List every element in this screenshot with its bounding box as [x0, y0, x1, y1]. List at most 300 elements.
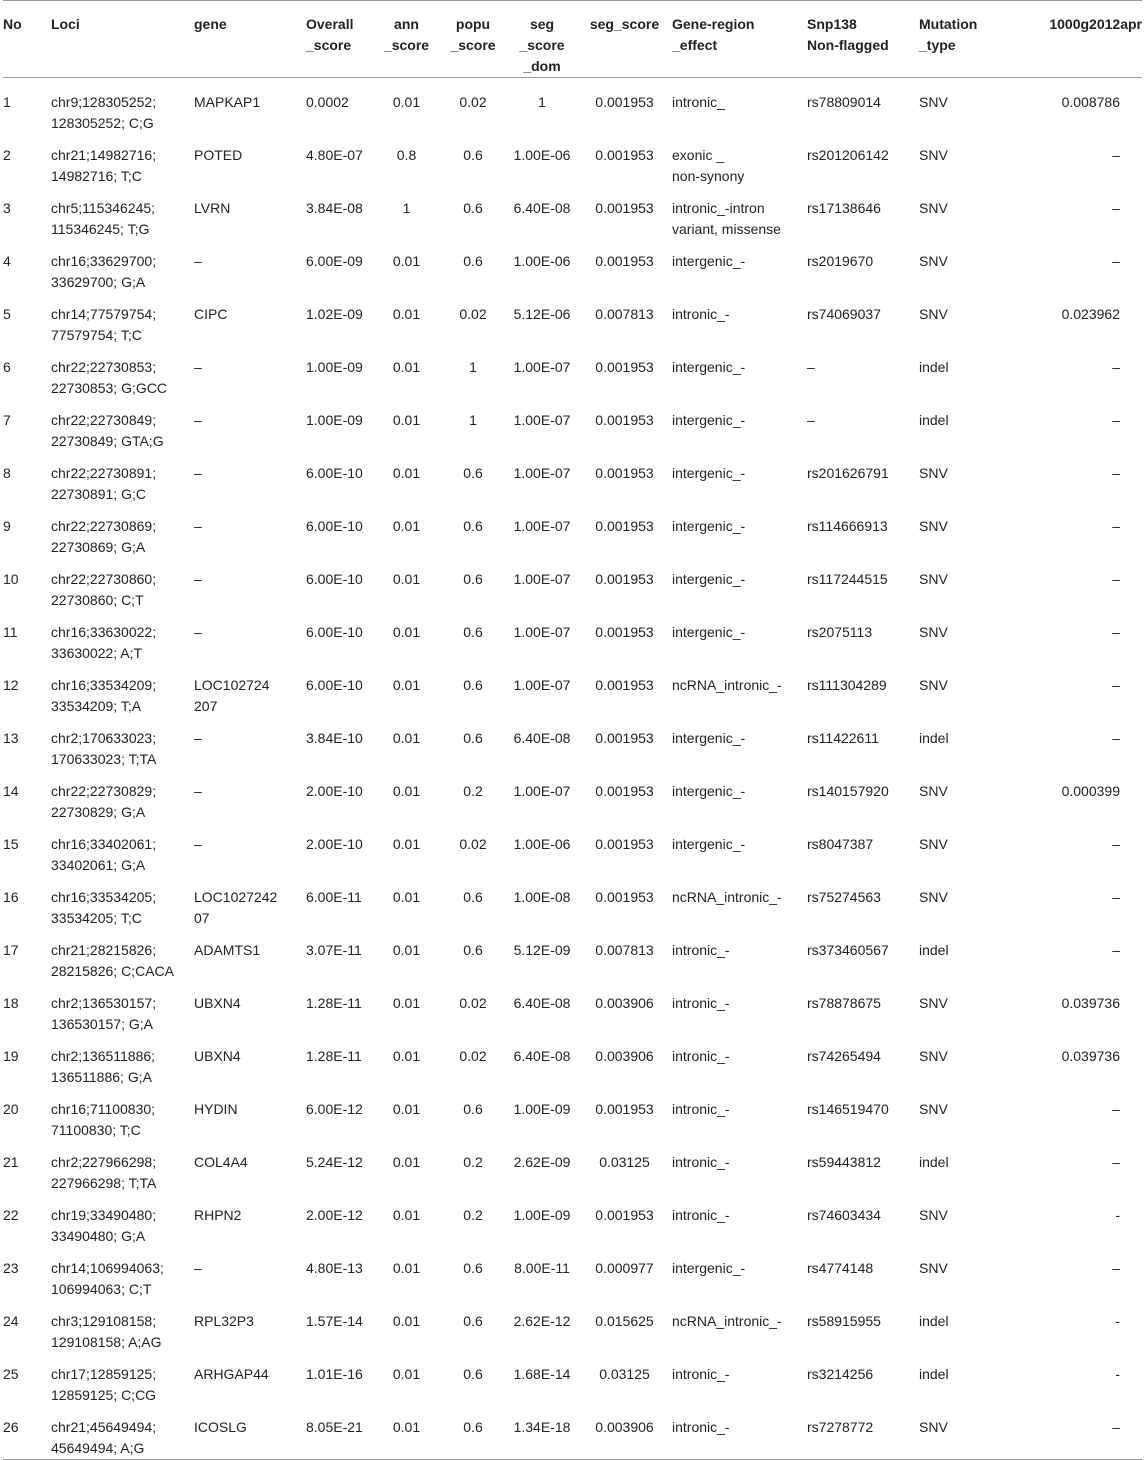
- cell-no: 20: [3, 1101, 19, 1117]
- cell-popu-score: 0.02: [459, 836, 487, 852]
- cell-snp138: rs2019670: [807, 253, 874, 269]
- cell-gene: –: [194, 730, 202, 746]
- cell-popu-score: 0.6: [463, 1366, 483, 1382]
- cell-loci: chr9;128305252; 128305252; C;G: [51, 94, 157, 131]
- cell-seg-score-dom: 1.34E-18: [507, 1406, 577, 1460]
- cell-ann-score: 0.01: [392, 730, 421, 746]
- cell-loci: chr21;28215826; 28215826; C;CACA: [51, 942, 174, 979]
- cell-mutation-type: SNV: [919, 94, 948, 110]
- cell-seg-score-dom: 1.00E-06: [513, 253, 571, 269]
- cell-loci: chr22;22730829; 22730829; G;A: [51, 783, 157, 820]
- cell-snp138: rs59443812: [807, 1154, 881, 1170]
- cell-snp138: rs7278772: [807, 1406, 919, 1460]
- cell-gene-region-effect: intronic_-: [672, 1154, 730, 1170]
- cell-gene-region-effect: intergenic_-: [672, 571, 746, 587]
- cell-overall-score: 8.05E-21: [306, 1406, 374, 1460]
- cell-gene-region-effect: intergenic_-: [672, 412, 746, 428]
- cell-loci: chr22;22730853; 22730853; G;GCC: [51, 359, 167, 396]
- cell-gene: ARHGAP44: [194, 1366, 269, 1382]
- table-row: [3, 134, 1142, 187]
- cell-mutation-type: SNV: [919, 1207, 948, 1223]
- cell-mutation-type: SNV: [919, 571, 948, 587]
- cell-overall-score: 3.84E-08: [306, 200, 363, 216]
- cell-1000g: -: [1115, 1207, 1120, 1223]
- cell-gene-region-effect: intergenic_-: [672, 465, 746, 481]
- cell-snp138: rs17138646: [807, 200, 881, 216]
- cell-snp138: rs201626791: [807, 465, 889, 481]
- cell-overall-score: 1.28E-11: [306, 1048, 362, 1064]
- cell-mutation-type: SNV: [919, 200, 948, 216]
- cell-ann-score: 0.01: [392, 1313, 421, 1329]
- cell-popu-score: 0.2: [463, 1154, 483, 1170]
- cell-popu-score: 0.6: [463, 730, 483, 746]
- cell-1000g: –: [1112, 253, 1120, 269]
- cell-overall-score: 6.00E-10: [306, 465, 363, 481]
- cell-overall-score: 6.00E-09: [306, 253, 363, 269]
- header-mutation-type: Mutation _type: [919, 1, 1002, 78]
- cell-no: 19: [3, 1048, 19, 1064]
- cell-loci: chr17;12859125; 12859125; C;CG: [51, 1366, 157, 1403]
- cell-ann-score: 0.01: [392, 571, 421, 587]
- cell-mutation-type: SNV: [919, 889, 948, 905]
- cell-no: 21: [3, 1154, 19, 1170]
- cell-mutation-type: SNV: [919, 253, 948, 269]
- header-seg-score: seg_score: [577, 1, 672, 78]
- cell-snp138: rs111304289: [807, 677, 887, 693]
- cell-1000g: –: [1112, 1154, 1120, 1170]
- cell-loci: chr3;129108158; 129108158; A;AG: [51, 1313, 162, 1350]
- cell-no: 17: [3, 942, 19, 958]
- cell-no: 4: [3, 253, 11, 269]
- cell-mutation-type: SNV: [919, 1406, 1002, 1460]
- header-snp138: Snp138 Non-flagged: [807, 1, 919, 78]
- cell-gene-region-effect: intronic_-: [672, 1406, 807, 1460]
- cell-overall-score: 0.0002: [306, 94, 349, 110]
- cell-overall-score: 1.02E-09: [306, 306, 363, 322]
- cell-gene: LVRN: [194, 200, 231, 216]
- cell-gene: –: [194, 253, 202, 269]
- cell-1000g: –: [1112, 147, 1120, 163]
- cell-mutation-type: indel: [919, 412, 949, 428]
- table-row: [3, 78, 1142, 135]
- cell-seg-score: 0.003906: [577, 1406, 672, 1460]
- cell-snp138: rs58915955: [807, 1313, 881, 1329]
- cell-no: 5: [3, 306, 11, 322]
- cell-seg-score: 0.003906: [595, 1048, 654, 1064]
- cell-seg-score: 0.015625: [595, 1313, 654, 1329]
- cell-mutation-type: indel: [919, 942, 949, 958]
- cell-mutation-type: SNV: [919, 1260, 948, 1276]
- cell-loci: chr14;106994063; 106994063; C;T: [51, 1260, 164, 1297]
- cell-popu-score: 0.6: [463, 518, 483, 534]
- table-row: [3, 929, 1142, 982]
- cell-gene: POTED: [194, 147, 243, 163]
- cell-popu-score: 0.6: [463, 889, 483, 905]
- cell-gene: RPL32P3: [194, 1313, 254, 1329]
- cell-loci: chr16;33534209; 33534209; T;A: [51, 677, 157, 714]
- cell-ann-score: 0.01: [374, 1406, 439, 1460]
- cell-no: 26: [3, 1406, 51, 1460]
- cell-gene: RHPN2: [194, 1207, 242, 1223]
- cell-loci: chr22;22730891; 22730891; G;C: [51, 465, 157, 502]
- cell-no: 18: [3, 995, 19, 1011]
- header-popu-score: popu _score: [439, 1, 507, 78]
- cell-gene-region-effect: intergenic_-: [672, 253, 746, 269]
- cell-snp138: rs3214256: [807, 1366, 874, 1382]
- cell-seg-score: 0.000977: [595, 1260, 654, 1276]
- cell-ann-score: 0.01: [392, 94, 421, 110]
- cell-seg-score-dom: 1.00E-07: [513, 465, 571, 481]
- header-gene: gene: [194, 1, 306, 78]
- cell-seg-score: 0.007813: [595, 942, 654, 958]
- cell-seg-score: 0.001953: [595, 889, 654, 905]
- cell-seg-score-dom: 8.00E-11: [514, 1260, 570, 1276]
- cell-popu-score: 1: [469, 359, 477, 375]
- cell-snp138: rs78809014: [807, 94, 881, 110]
- cell-snp138: rs201206142: [807, 147, 889, 163]
- cell-popu-score: 0.2: [463, 1207, 483, 1223]
- cell-gene: LOC1027242 07: [194, 889, 278, 926]
- cell-mutation-type: SNV: [919, 783, 948, 799]
- cell-seg-score-dom: 1: [538, 94, 546, 110]
- header-overall-score: Overall _score: [306, 1, 374, 78]
- cell-gene: –: [194, 836, 202, 852]
- table-row: [3, 558, 1142, 611]
- cell-no: 25: [3, 1366, 19, 1382]
- cell-overall-score: 4.80E-13: [306, 1260, 363, 1276]
- cell-seg-score-dom: 1.00E-07: [513, 412, 571, 428]
- cell-no: 15: [3, 836, 19, 852]
- table-row: [3, 611, 1142, 664]
- cell-loci: chr14;77579754; 77579754; T;C: [51, 306, 157, 343]
- cell-popu-score: 0.6: [463, 1313, 483, 1329]
- cell-snp138: rs146519470: [807, 1101, 889, 1117]
- cell-popu-score: 0.02: [459, 94, 487, 110]
- cell-overall-score: 6.00E-10: [306, 624, 363, 640]
- table-row: [3, 717, 1142, 770]
- table-row: [3, 664, 1142, 717]
- cell-mutation-type: indel: [919, 359, 949, 375]
- cell-loci: chr16;33402061; 33402061; G;A: [51, 836, 157, 873]
- cell-popu-score: 0.02: [459, 995, 487, 1011]
- cell-ann-score: 0.01: [392, 836, 421, 852]
- cell-overall-score: 4.80E-07: [306, 147, 363, 163]
- cell-gene-region-effect: intergenic_-: [672, 783, 746, 799]
- cell-seg-score: 0.03125: [599, 1154, 650, 1170]
- cell-overall-score: 5.24E-12: [306, 1154, 363, 1170]
- cell-gene-region-effect: intronic_-: [672, 306, 730, 322]
- cell-seg-score-dom: 6.40E-08: [513, 1048, 571, 1064]
- cell-seg-score-dom: 1.68E-14: [513, 1366, 571, 1382]
- cell-no: 14: [3, 783, 19, 799]
- cell-popu-score: 0.02: [459, 1048, 487, 1064]
- cell-seg-score: 0.001953: [595, 94, 654, 110]
- cell-seg-score-dom: 6.40E-08: [513, 200, 571, 216]
- cell-seg-score-dom: 1.00E-07: [513, 359, 571, 375]
- cell-loci: chr2;136511886; 136511886; G;A: [51, 1048, 156, 1085]
- cell-seg-score-dom: 1.00E-06: [513, 836, 571, 852]
- cell-mutation-type: indel: [919, 1154, 949, 1170]
- cell-gene: –: [194, 518, 202, 534]
- cell-gene: –: [194, 624, 202, 640]
- cell-popu-score: 0.6: [463, 147, 483, 163]
- cell-ann-score: 0.01: [392, 306, 421, 322]
- cell-1000g: –: [1112, 1101, 1120, 1117]
- cell-gene-region-effect: ncRNA_intronic_-: [672, 677, 782, 693]
- cell-mutation-type: SNV: [919, 1101, 948, 1117]
- table-row: [3, 982, 1142, 1035]
- cell-1000g: –: [1112, 465, 1120, 481]
- cell-gene: HYDIN: [194, 1101, 238, 1117]
- cell-overall-score: 2.00E-10: [306, 783, 363, 799]
- cell-no: 13: [3, 730, 19, 746]
- cell-popu-score: 0.6: [463, 465, 483, 481]
- cell-gene-region-effect: intronic_-: [672, 1048, 730, 1064]
- cell-popu-score: 0.6: [439, 1406, 507, 1460]
- cell-ann-score: 0.01: [392, 518, 421, 534]
- cell-snp138: rs373460567: [807, 942, 889, 958]
- header-ann-score: ann _score: [374, 1, 439, 78]
- cell-snp138: –: [807, 359, 815, 375]
- cell-popu-score: 0.2: [463, 783, 483, 799]
- cell-ann-score: 0.01: [392, 1101, 421, 1117]
- cell-no: 2: [3, 147, 11, 163]
- cell-ann-score: 0.01: [392, 1260, 421, 1276]
- cell-seg-score: 0.001953: [595, 836, 654, 852]
- cell-seg-score-dom: 1.00E-09: [513, 1207, 571, 1223]
- cell-gene: –: [194, 1260, 202, 1276]
- cell-no: 16: [3, 889, 19, 905]
- cell-loci: chr22;22730849; 22730849; GTA;G: [51, 412, 164, 449]
- cell-gene-region-effect: intronic_: [672, 94, 725, 110]
- cell-seg-score-dom: 6.40E-08: [513, 730, 571, 746]
- cell-seg-score: 0.001953: [595, 1101, 654, 1117]
- cell-seg-score: 0.001953: [595, 730, 654, 746]
- cell-ann-score: 0.01: [392, 677, 421, 693]
- cell-seg-score-dom: 1.00E-07: [513, 518, 571, 534]
- cell-seg-score: 0.001953: [595, 571, 654, 587]
- cell-ann-score: 0.01: [392, 889, 421, 905]
- cell-overall-score: 6.00E-11: [306, 889, 362, 905]
- cell-snp138: rs78878675: [807, 995, 881, 1011]
- cell-no: 22: [3, 1207, 19, 1223]
- cell-ann-score: 0.8: [396, 147, 417, 163]
- cell-overall-score: 3.07E-11: [306, 942, 362, 958]
- cell-seg-score-dom: 1.00E-09: [513, 1101, 571, 1117]
- cell-1000g: –: [1112, 677, 1120, 693]
- cell-loci: chr22;22730869; 22730869; G;A: [51, 518, 157, 555]
- cell-seg-score: 0.001953: [595, 147, 654, 163]
- cell-gene: –: [194, 412, 202, 428]
- cell-loci: chr16;33629700; 33629700; G;A: [51, 253, 157, 290]
- cell-snp138: rs4774148: [807, 1260, 874, 1276]
- cell-seg-score-dom: 1.00E-07: [513, 624, 571, 640]
- header-row: [3, 1, 1142, 78]
- cell-1000g: –: [1112, 359, 1120, 375]
- cell-gene: –: [194, 359, 202, 375]
- cell-mutation-type: indel: [919, 730, 949, 746]
- cell-no: 10: [3, 571, 19, 587]
- cell-gene: –: [194, 465, 202, 481]
- cell-no: 23: [3, 1260, 19, 1276]
- table-row: [3, 240, 1142, 293]
- cell-seg-score-dom: 1.00E-08: [513, 889, 571, 905]
- cell-ann-score: 0.01: [392, 359, 421, 375]
- cell-mutation-type: SNV: [919, 995, 948, 1011]
- table-row: [3, 293, 1142, 346]
- cell-snp138: –: [807, 412, 815, 428]
- cell-seg-score-dom: 5.12E-09: [513, 942, 571, 958]
- cell-ann-score: 0.01: [392, 1154, 421, 1170]
- cell-gene: ICOSLG: [194, 1406, 306, 1460]
- cell-gene-region-effect: intronic_-: [672, 942, 730, 958]
- table-row: [3, 770, 1142, 823]
- table-row: [3, 399, 1142, 452]
- table-row: [3, 876, 1142, 929]
- cell-seg-score-dom: 5.12E-06: [513, 306, 571, 322]
- cell-snp138: rs8047387: [807, 836, 874, 852]
- cell-1000g: -: [1115, 1366, 1120, 1382]
- cell-1000g: –: [1112, 836, 1120, 852]
- cell-gene-region-effect: ncRNA_intronic_-: [672, 1313, 782, 1329]
- cell-no: 3: [3, 200, 11, 216]
- table-row: [3, 1353, 1142, 1406]
- cell-popu-score: 0.02: [459, 306, 487, 322]
- cell-1000g: -: [1115, 1313, 1120, 1329]
- cell-gene: UBXN4: [194, 1048, 241, 1064]
- cell-mutation-type: SNV: [919, 518, 948, 534]
- cell-1000g: 0.008786: [1061, 94, 1120, 110]
- cell-seg-score: 0.001953: [595, 624, 654, 640]
- cell-seg-score: 0.001953: [595, 412, 654, 428]
- table-body: [3, 78, 1142, 1460]
- cell-seg-score: 0.001953: [595, 1207, 654, 1223]
- table-row: [3, 1088, 1142, 1141]
- cell-popu-score: 1: [469, 412, 477, 428]
- cell-mutation-type: SNV: [919, 677, 948, 693]
- cell-gene: ADAMTS1: [194, 942, 261, 958]
- cell-overall-score: 1.57E-14: [306, 1313, 363, 1329]
- cell-loci: chr21;45649494; 45649494; A;G: [51, 1406, 194, 1460]
- cell-1000g: –: [1112, 942, 1120, 958]
- cell-1000g: –: [1112, 412, 1120, 428]
- cell-ann-score: 0.01: [392, 253, 421, 269]
- cell-ann-score: 0.01: [392, 942, 421, 958]
- cell-seg-score: 0.001953: [595, 359, 654, 375]
- cell-ann-score: 0.01: [392, 465, 421, 481]
- cell-snp138: rs140157920: [807, 783, 889, 799]
- cell-popu-score: 0.6: [463, 253, 483, 269]
- cell-loci: chr16;71100830; 71100830; T;C: [51, 1101, 156, 1138]
- cell-1000g: 0.039736: [1061, 1048, 1120, 1064]
- cell-gene-region-effect: intronic_-: [672, 995, 730, 1011]
- table-row: [3, 346, 1142, 399]
- cell-gene-region-effect: intergenic_-: [672, 624, 746, 640]
- table-row: [3, 187, 1142, 240]
- cell-seg-score-dom: 2.62E-09: [513, 1154, 571, 1170]
- cell-overall-score: 2.00E-12: [306, 1207, 363, 1223]
- cell-gene-region-effect: intronic_-: [672, 1366, 730, 1382]
- cell-overall-score: 1.01E-16: [306, 1366, 363, 1382]
- cell-1000g: –: [1112, 730, 1120, 746]
- table-row: [3, 1035, 1142, 1088]
- cell-gene-region-effect: intergenic_-: [672, 359, 746, 375]
- cell-overall-score: 2.00E-10: [306, 836, 363, 852]
- cell-1000g: –: [1112, 624, 1120, 640]
- header-loci: Loci: [51, 1, 194, 78]
- cell-seg-score: 0.007813: [595, 306, 654, 322]
- cell-overall-score: 1.00E-09: [306, 359, 363, 375]
- cell-overall-score: 6.00E-12: [306, 1101, 363, 1117]
- cell-seg-score-dom: 1.00E-06: [513, 147, 571, 163]
- cell-gene-region-effect: intronic_-: [672, 1101, 730, 1117]
- cell-no: 11: [3, 624, 18, 640]
- cell-gene-region-effect: intergenic_-: [672, 1260, 746, 1276]
- cell-seg-score: 0.001953: [595, 518, 654, 534]
- cell-seg-score: 0.001953: [595, 465, 654, 481]
- cell-mutation-type: SNV: [919, 1048, 948, 1064]
- cell-1000g: 0.039736: [1061, 995, 1120, 1011]
- cell-ann-score: 1: [402, 200, 411, 216]
- cell-snp138: rs11422611: [807, 730, 879, 746]
- cell-mutation-type: indel: [919, 1313, 949, 1329]
- cell-1000g: –: [1002, 1406, 1142, 1460]
- cell-snp138: rs74603434: [807, 1207, 881, 1223]
- cell-ann-score: 0.01: [392, 1366, 421, 1382]
- table-row: [3, 1247, 1142, 1300]
- cell-seg-score-dom: 2.62E-12: [513, 1313, 571, 1329]
- cell-1000g: –: [1112, 1260, 1120, 1276]
- cell-popu-score: 0.6: [463, 571, 483, 587]
- cell-loci: chr2;227966298; 227966298; T;TA: [51, 1154, 157, 1191]
- cell-overall-score: 6.00E-10: [306, 571, 363, 587]
- cell-no: 7: [3, 412, 11, 428]
- cell-ann-score: 0.01: [392, 1207, 421, 1223]
- cell-ann-score: 0.01: [392, 783, 421, 799]
- cell-gene-region-effect: intergenic_-: [672, 836, 746, 852]
- cell-overall-score: 6.00E-10: [306, 518, 363, 534]
- cell-1000g: –: [1112, 200, 1120, 216]
- cell-seg-score-dom: 6.40E-08: [513, 995, 571, 1011]
- cell-snp138: rs75274563: [807, 889, 881, 905]
- cell-popu-score: 0.6: [463, 677, 483, 693]
- cell-overall-score: 1.00E-09: [306, 412, 363, 428]
- table-row: [3, 1141, 1142, 1194]
- cell-mutation-type: SNV: [919, 624, 948, 640]
- cell-no: 24: [3, 1313, 19, 1329]
- cell-ann-score: 0.01: [392, 624, 421, 640]
- cell-mutation-type: SNV: [919, 306, 948, 322]
- cell-seg-score: 0.001953: [595, 200, 654, 216]
- cell-1000g: 0.000399: [1061, 783, 1120, 799]
- cell-seg-score: 0.001953: [595, 783, 654, 799]
- cell-1000g: 0.023962: [1061, 306, 1120, 322]
- cell-gene-region-effect: ncRNA_intronic_-: [672, 889, 782, 905]
- cell-mutation-type: SNV: [919, 147, 948, 163]
- variant-table-container: [3, 0, 1142, 1460]
- header-seg-score-dom: seg _score _dom: [507, 1, 577, 78]
- cell-loci: chr19;33490480; 33490480; G;A: [51, 1207, 157, 1244]
- cell-popu-score: 0.6: [463, 1101, 483, 1117]
- cell-gene-region-effect: intergenic_-: [672, 518, 746, 534]
- cell-loci: chr21;14982716; 14982716; T;C: [51, 147, 157, 184]
- table-row: [3, 505, 1142, 558]
- table-row: [3, 823, 1142, 876]
- cell-snp138: rs117244515: [807, 571, 888, 587]
- table-row: [3, 452, 1142, 505]
- cell-loci: chr22;22730860; 22730860; C;T: [51, 571, 157, 608]
- cell-ann-score: 0.01: [392, 995, 421, 1011]
